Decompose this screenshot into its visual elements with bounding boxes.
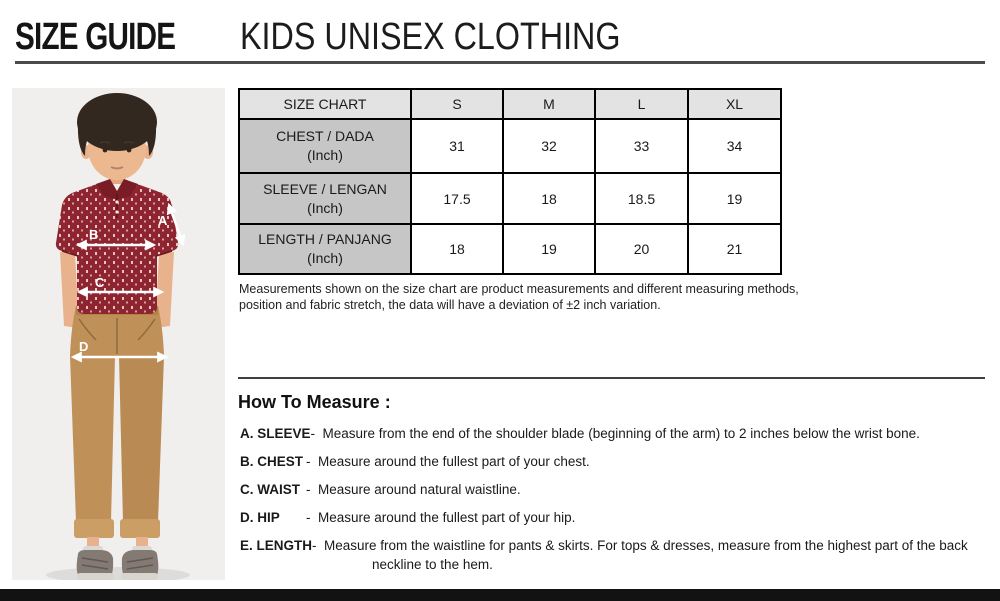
pants-left-leg: [70, 356, 115, 522]
marker-label-b: B: [89, 227, 99, 242]
item-dash: -: [310, 426, 316, 441]
sleeve-l: 18.5: [595, 173, 688, 224]
marker-label-c: C: [95, 275, 105, 290]
marker-label-d: D: [79, 339, 89, 354]
item-label: B. CHEST: [240, 454, 304, 469]
item-text: Measure from the waistline for pants & skirts. For tops & dresses, measure from the highest part of the back neckline to the hem.: [324, 538, 968, 572]
length-s: 18: [411, 224, 503, 274]
col-header-s: S: [411, 89, 503, 119]
item-text: Measure around natural waistline.: [318, 482, 521, 497]
item-dash: -: [306, 510, 311, 525]
header-divider: [15, 61, 985, 64]
row-label-text: LENGTH / PANJANG: [258, 231, 392, 247]
item-dash: -: [306, 454, 311, 469]
list-item-hip: [240, 508, 988, 527]
row-label-sleeve: [239, 173, 411, 224]
row-label-unit: (Inch): [307, 250, 343, 266]
boy-model-illustration: [12, 88, 225, 580]
how-to-measure-heading: How To Measure :: [238, 392, 391, 412]
left-rolled-cuff: [74, 519, 114, 538]
item-text: Measure around the fullest part of your chest.: [318, 454, 590, 469]
size-chart-table: [238, 88, 782, 275]
list-item-waist: [240, 480, 988, 499]
row-label-unit: (Inch): [307, 147, 343, 163]
chest-l: 33: [595, 119, 688, 173]
right-shoe-sole: [121, 573, 158, 580]
length-l: 20: [595, 224, 688, 274]
item-label: D. HIP: [240, 510, 280, 525]
polo-button-1: [115, 200, 118, 203]
col-header-xl: XL: [688, 89, 781, 119]
polo-button-2: [115, 210, 118, 213]
chest-m: 32: [503, 119, 595, 173]
section-divider: [238, 377, 985, 379]
item-label: C. WAIST: [240, 482, 300, 497]
right-eye: [127, 148, 132, 153]
size-chart-corner: SIZE CHART: [239, 89, 411, 119]
page-title: SIZE GUIDE: [15, 16, 176, 58]
row-label-chest: [239, 119, 411, 173]
item-dash: -: [306, 482, 311, 497]
left-eye: [103, 148, 108, 153]
model-photo: [12, 88, 225, 580]
table-row-chest: [239, 119, 781, 173]
marker-label-a: A: [158, 213, 168, 228]
pants-right-leg: [119, 356, 164, 522]
row-label-text: SLEEVE / LENGAN: [263, 180, 387, 197]
row-label-text: CHEST / DADA: [276, 128, 374, 144]
table-row-sleeve: [239, 173, 781, 224]
left-shoe-sole: [77, 573, 114, 580]
chest-xl: 34: [688, 119, 781, 173]
length-xl: 21: [688, 224, 781, 274]
list-item-length: [240, 536, 988, 574]
item-text: Measure around the fullest part of your hip.: [318, 510, 576, 525]
item-text: Measure from the end of the shoulder blade (beginning of the arm) to 2 inches below the wrist bone.: [322, 426, 920, 441]
right-rolled-cuff: [120, 519, 160, 538]
col-header-m: M: [503, 89, 595, 119]
how-to-measure-list: [240, 424, 988, 583]
measurement-disclaimer: Measurements shown on the size chart are product measurements and different measuring methods, position and fabric stretch, the data will have a deviation of ±2 inch variation.: [239, 282, 799, 312]
item-dash: -: [312, 538, 317, 553]
table-row-length: [239, 224, 781, 274]
list-item-sleeve: [240, 424, 988, 443]
chest-s: 31: [411, 119, 503, 173]
item-label: A. SLEEVE: [240, 426, 311, 441]
footer-bar: [0, 589, 1000, 601]
row-label-unit: (Inch): [307, 199, 343, 216]
item-label: E. LENGTH: [240, 538, 313, 553]
page-subtitle: KIDS UNISEX CLOTHING: [240, 16, 621, 58]
list-item-chest: [240, 452, 988, 471]
col-header-l: L: [595, 89, 688, 119]
sleeve-m: 18: [503, 173, 595, 224]
sleeve-s: 17.5: [411, 173, 503, 224]
sleeve-xl: 19: [688, 173, 781, 224]
row-label-length: [239, 224, 411, 274]
length-m: 19: [503, 224, 595, 274]
